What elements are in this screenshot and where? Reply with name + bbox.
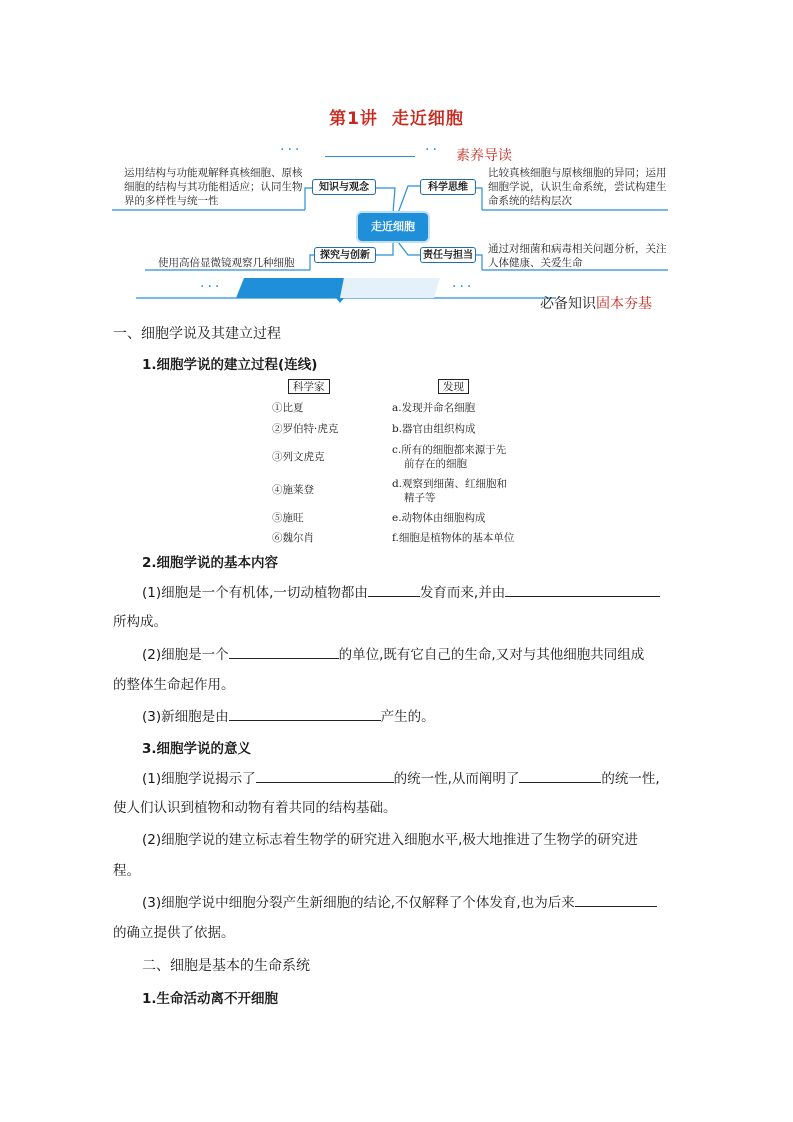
meaning-item-3-cont: 的确立提供了依据。 [113, 925, 235, 941]
content-2-text-a: (2)细胞是一个 [142, 647, 229, 663]
blank-7[interactable] [575, 892, 657, 907]
scientist-4: ④施莱登 [272, 484, 314, 496]
lesson-title: 走近细胞 [391, 109, 464, 129]
banner2-dots-left: ··· [200, 279, 223, 295]
responsibility-text: 通过对细菌和病毒相关问题分析，关注人体健康、关爱生命 [488, 243, 667, 269]
meaning-3-text-a: (3)细胞学说中细胞分裂产生新细胞的结论,不仅解释了个体发育,也为后来 [142, 895, 575, 911]
meaning-item-2: (2)细胞学说的建立标志着生物学的研究进入细胞水平,极大地推进了生物学的研究进 [142, 832, 638, 848]
content-1-text-b: 发育而来,并由 [419, 585, 506, 601]
meaning-item-2-cont: 程。 [113, 863, 140, 879]
section2-heading: 二、细胞是基本的生命系统 [142, 958, 310, 974]
scientist-1: ①比夏 [272, 402, 304, 414]
finding-d-line1: d.观察到细菌、红细胞和 [392, 478, 508, 490]
section1-sub3: 3.细胞学说的意义 [142, 741, 252, 757]
finding-b: b.器官由组织构成 [392, 423, 476, 435]
scientist-5: ⑤施旺 [272, 512, 304, 524]
finding-f: f.细胞是植物体的基本单位 [392, 532, 515, 544]
banner-literacy-guide: 素养导读 [456, 148, 512, 164]
blank-1[interactable] [368, 582, 420, 597]
section-banner [136, 272, 556, 306]
knowledge-text: 运用结构与功能观解释真核细胞、原核细胞的结构与其功能相适应；认同生物界的多样性与统一性 [124, 167, 303, 207]
section1-heading: 一、细胞学说及其建立过程 [113, 326, 281, 342]
tag-responsibility: 责任与担当 [420, 247, 476, 263]
finding-a: a.发现并命名细胞 [392, 402, 476, 414]
meaning-1-text-b: 的统一性,从而阐明了 [393, 771, 520, 787]
banner2-text-a: 必备知识 [540, 296, 596, 312]
blank-2[interactable] [505, 582, 660, 597]
banner-dots-right: ·· [425, 142, 440, 158]
finding-e: e.动物体由细胞构成 [392, 512, 486, 524]
content-item-2 [142, 644, 702, 665]
meaning-item-1 [142, 768, 702, 789]
meaning-item-3 [142, 892, 702, 913]
content-item-1 [142, 582, 702, 603]
section1-sub2: 2.细胞学说的基本内容 [142, 555, 279, 571]
content-3-text-a: (3)新细胞是由 [142, 709, 229, 725]
banner-line [325, 156, 415, 157]
content-item-3 [142, 706, 702, 727]
content-3-text-b: 产生的。 [380, 709, 435, 725]
content-item-2-cont: 的整体生命起作用。 [113, 677, 235, 693]
finding-c-line1: c.所有的细胞都来源于先 [392, 444, 507, 456]
lesson-number: 第1讲 [329, 109, 378, 129]
scientist-6: ⑥魏尔肖 [272, 532, 314, 544]
blank-3[interactable] [229, 644, 339, 659]
blank-6[interactable] [519, 768, 601, 783]
meaning-1-text-c: 的统一性, [601, 771, 660, 787]
finding-d-line2: 精子等 [404, 492, 436, 504]
content-1-text-a: (1)细胞是一个有机体,一切动植物都由 [142, 585, 368, 601]
banner2-text-b: 固本夯基 [596, 296, 652, 312]
scientific-thinking-text: 比较真核细胞与原核细胞的异同；运用细胞学说，认识生命系统，尝试构建生命系统的结构层次 [488, 167, 667, 207]
page-title [0, 104, 793, 129]
section2-sub1: 1.生命活动离不开细胞 [142, 991, 279, 1007]
table-header-scientist: 科学家 [288, 379, 330, 394]
inquiry-text: 使用高倍显微镜观察几种细胞 [158, 257, 295, 269]
banner2-dots-right: ··· [452, 279, 475, 295]
section1-sub1: 1.细胞学说的建立过程(连线) [142, 357, 318, 373]
content-2-text-b: 的单位,既有它自己的生命,又对与其他细胞共同组成 [338, 647, 645, 663]
content-item-1-cont: 所构成。 [113, 614, 167, 630]
table-header-finding: 发现 [438, 379, 469, 394]
banner-essential-knowledge [540, 293, 652, 313]
tag-knowledge: 知识与观念 [312, 179, 376, 195]
blank-5[interactable] [256, 768, 394, 783]
meaning-item-1-cont: 使人们认识到植物和动物有着共同的结构基础。 [113, 800, 397, 816]
banner-dots-left: ··· [280, 142, 303, 158]
tag-inquiry: 探究与创新 [314, 247, 376, 263]
finding-c-line2: 前存在的细胞 [404, 458, 467, 470]
meaning-1-text-a: (1)细胞学说揭示了 [142, 771, 256, 787]
blank-4[interactable] [229, 706, 381, 721]
tag-scientific-thinking: 科学思维 [420, 179, 476, 195]
concept-center-node: 走近细胞 [358, 213, 428, 241]
scientist-2: ②罗伯特·虎克 [272, 423, 339, 435]
scientist-3: ③列文虎克 [272, 451, 325, 463]
